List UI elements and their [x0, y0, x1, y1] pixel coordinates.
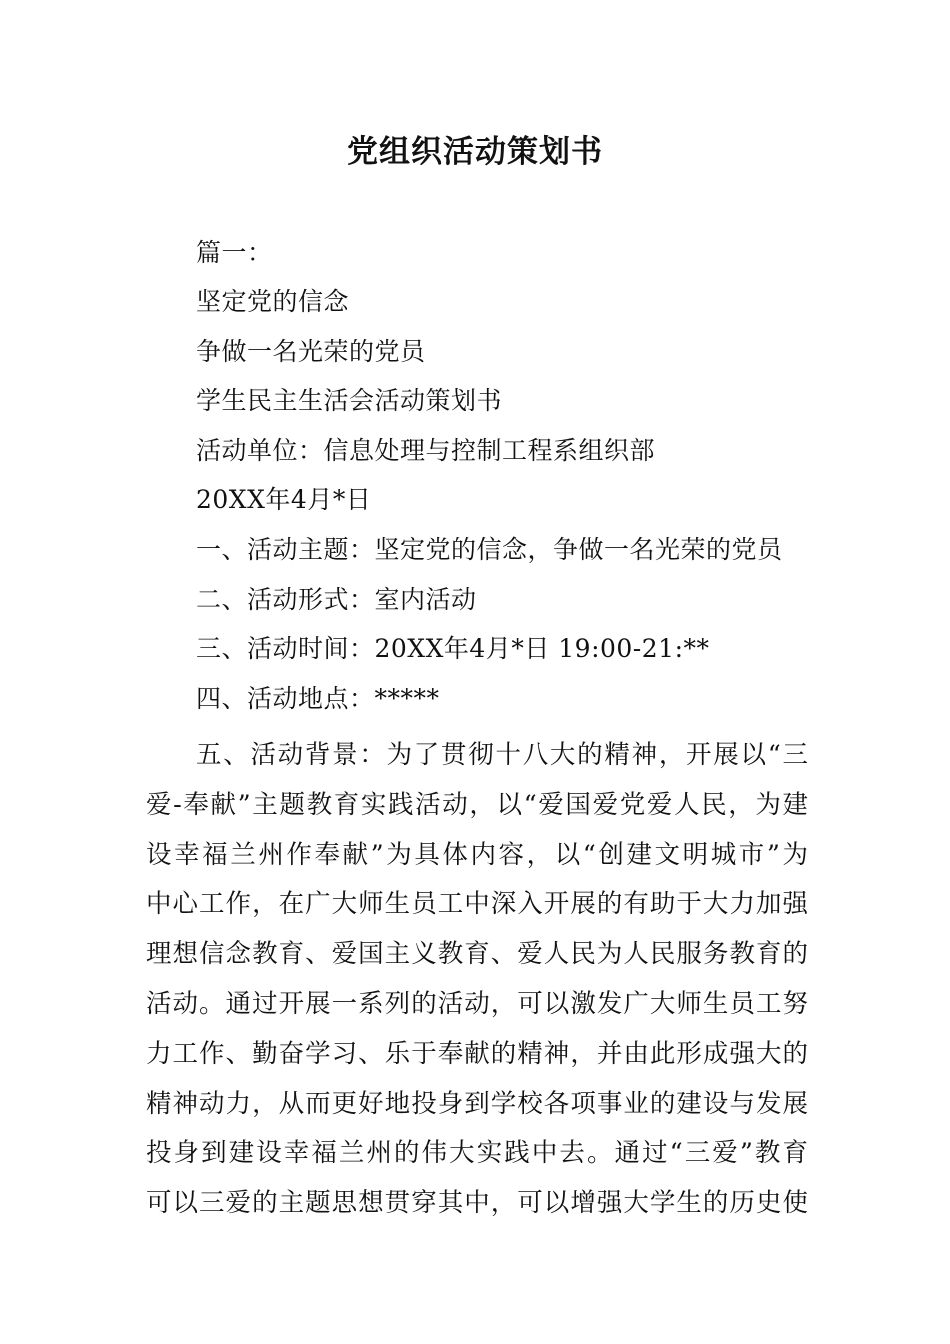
paragraph-line: 中心工作，在广大师生员工中深入开展的有助于大力加强 — [146, 889, 808, 920]
theme-line: 一、活动主题：坚定党的信念，争做一名光荣的党员 — [196, 535, 783, 564]
paragraph-line: 精神动力，从而更好地投身到学校各项事业的建设与发展 — [146, 1088, 808, 1119]
subtitle-line: 争做一名光荣的党员 — [196, 337, 426, 366]
time-line: 三、活动时间：20XX年4月*日 19:00-21:** — [196, 634, 710, 663]
paragraph-line: 理想信念教育、爱国主义教育、爱人民为人民服务教育的 — [146, 939, 808, 970]
subtitle-line: 学生民主生活会活动策划书 — [196, 386, 503, 415]
subtitle-line: 坚定党的信念 — [196, 287, 350, 316]
paragraph-line: 设幸福兰州作奉献”为具体内容，以“创建文明城市”为 — [146, 839, 808, 870]
paragraph-line: 可以三爱的主题思想贯穿其中，可以增强大学生的历史使 — [146, 1188, 808, 1219]
paragraph-line: 力工作、勤奋学习、乐于奉献的精神，并由此形成强大的 — [146, 1038, 808, 1069]
section-heading-line: 篇一： — [196, 238, 273, 267]
document-title: 党组织活动策划书 — [347, 134, 603, 170]
background-paragraph — [146, 731, 808, 1229]
organizer-line: 活动单位：信息处理与控制工程系组织部 — [196, 436, 656, 465]
date-line: 20XX年4月*日 — [196, 485, 372, 514]
location-line: 四、活动地点：***** — [196, 684, 440, 713]
paragraph-line: 五、活动背景：为了贯彻十八大的精神，开展以“三 — [196, 740, 808, 770]
paragraph-line: 活动。通过开展一系列的活动，可以激发广大师生员工努 — [146, 988, 808, 1019]
paragraph-line: 爱-奉献”主题教育实践活动，以“爱国爱党爱人民，为建 — [146, 789, 808, 820]
paragraph-line: 投身到建设幸福兰州的伟大实践中去。通过“三爱”教育 — [146, 1138, 808, 1169]
format-line: 二、活动形式：室内活动 — [196, 585, 477, 614]
